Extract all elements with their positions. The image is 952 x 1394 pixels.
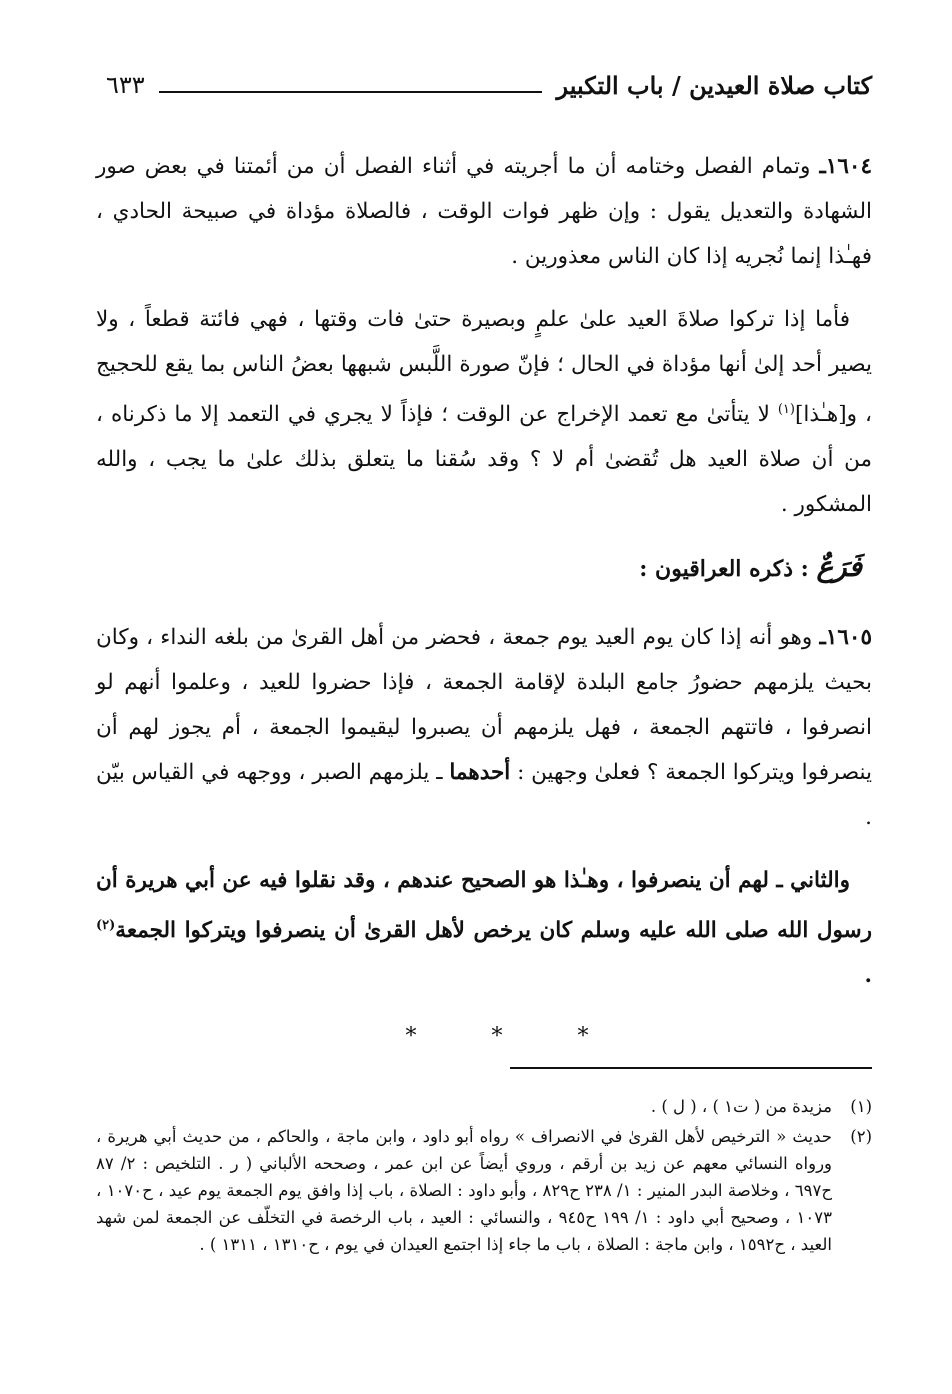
footnote-text: حديث « الترخيص لأهل القرىٰ في الانصراف » رواه أبو داود ، وابن ماجة ، والحاكم ، من حديث أبي هريرة ، ورواه النسائي معهم عن زيد بن أرقم ، وروي أيضاً عن ابن عمر ، وصححه الألباني ( ر . التلخيص : ٢/ ٨٧ ح٦٩٧ ، وخلاصة البدر المنير : ١/ ٢٣٨ ح٨٢٩ ، وأبو داود : الصلاة ، باب إذا وافق يوم الجمعة يوم عيد ، ح١٠٧٠ ، ١٠٧٣ ، وصحيح أبي داود : ١/ ١٩٩ ح٩٤٥ ، والنسائي : العيد ، باب الرخصة في التخلّف عن الجمعة لمن شهد العيد ، ح١٥٩٢ ، وابن ماجة : الصلاة ، باب ما جاء إذا اجتمع العيدان في يوم ، ح١٣١٠ ، ١٣١١ ) . (96, 1127, 833, 1255)
footnote-ref-2: (٢) (96, 918, 116, 934)
paragraph-end: . (864, 963, 872, 989)
paragraph-number: ١٦٠٥ـ (819, 625, 872, 651)
paragraph-text: لا يتأتىٰ مع تعمد الإخراج عن الوقت ؛ فإذاً لا يجري في التعمد إلا ما ذكرناه ، من أن صلاة العيد هل تُقضىٰ أم لا ؟ وقد سُقنا ما يتعلق بذلك علىٰ ما يجب ، والله المشكور . (96, 402, 872, 518)
main-text (96, 144, 872, 998)
paragraph-second-view (96, 858, 872, 998)
paragraph-text: فأما إذا تركوا صلاةَ العيد علىٰ علمٍ وبصيرة حتىٰ فات وقتها ، فهي فائتة قطعاً ، ولا يصير أحد إلىٰ أنها مؤداة في الحال ؛ فإنّ صورة اللَّبس شبهها بعضُ الناس بما يقع للحجيج ، و[هـٰذا] (96, 307, 872, 428)
paragraph-text: وهو أنه إذا كان يوم العيد يوم جمعة ، فحضر من أهل القرىٰ من بلغه النداء ، وكان بحيث يلزمهم حضورُ جامع البلدة لإقامة الجمعة ، فإذا حضروا للعيد ، وعلموا أنهم لو انصرفوا ، فاتتهم الجمعة ، فهل يلزمهم أن يصبروا ليقيموا الجمعة ، أم يجوز لهم أن ينصرفوا ويتركوا الجمعة ؟ فعلىٰ وجهين : (96, 625, 872, 786)
subheading-far (96, 545, 872, 591)
paragraph-deliberate-omission (96, 297, 872, 527)
section-separator: * * * (405, 1024, 623, 1050)
page-number: ٦٣٣ (106, 71, 145, 99)
footnotes (96, 1093, 872, 1258)
footnote (96, 1123, 872, 1258)
footnote-text: مزيدة من ( ت١ ) ، ( ل ) . (650, 1097, 832, 1117)
footnote (96, 1093, 872, 1120)
paragraph-1604 (96, 144, 872, 279)
subheading-text: : ذكره العراقيون : (639, 556, 817, 583)
header-rule (159, 91, 543, 93)
far-label: فَرَعٌ (816, 550, 862, 584)
footnote-mark: (١) (850, 1097, 872, 1117)
bold-term: أحدهما (449, 760, 511, 786)
footnote-rule (510, 1067, 872, 1069)
paragraph-1605 (96, 615, 872, 840)
running-title: كتاب صلاة العيدين / باب التكبير (556, 70, 872, 100)
paragraph-text: ـ يلزمهم الصبر ، ووجهه في القياس بيّن . (96, 760, 872, 831)
paragraph-number: ١٦٠٤ـ (819, 154, 872, 179)
running-header (96, 60, 872, 110)
bold-term: والثاني (790, 868, 850, 894)
book-page (96, 60, 872, 1261)
paragraph-text: ـ لهم أن ينصرفوا ، وهـٰذا هو الصحيح عندهم ، وقد نقلوا فيه عن أبي هريرة أن رسول الله صلى الله عليه وسلم كان يرخص لأهل القرىٰ أن ينصرفوا ويتركوا الجمعة (96, 868, 872, 944)
footnote-ref-1: (١) (777, 402, 795, 417)
paragraph-text: وتمام الفصل وختامه أن ما أجريته في أثناء الفصل أن من أئمتنا في بعض صور الشهادة والتعديل يقول : وإن ظهر فوات الوقت ، فالصلاة مؤداة في صبيحة الحادي ، فهـٰذا إنما نُجريه إذا كان الناس معذورين . (96, 154, 872, 269)
footnote-mark: (٢) (850, 1127, 872, 1147)
